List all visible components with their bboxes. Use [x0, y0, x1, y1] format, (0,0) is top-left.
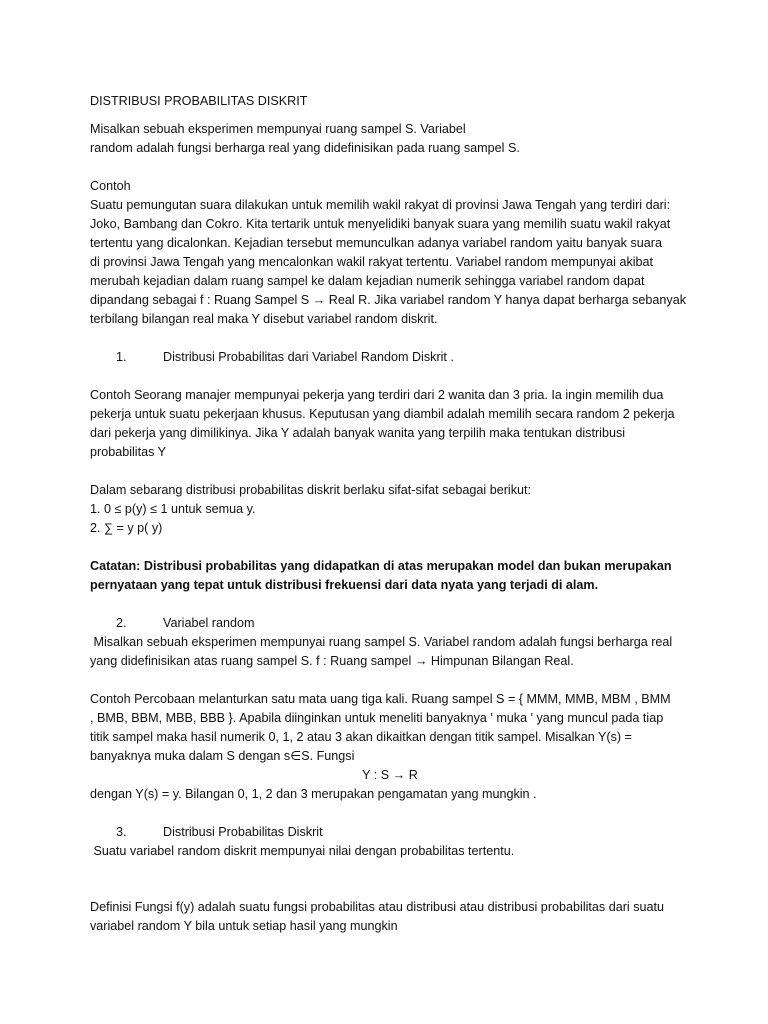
example3-line: , BMB, BBM, MBB, BBB }. Apabila diinginkan untuk meneliti banyaknya ' muka ' yang muncul pada tiap — [90, 711, 664, 725]
note-line-2: pernyataan yang tepat untuk distribusi frekuensi dari data nyata yang terjadi di alam. — [90, 578, 599, 592]
property-1: 1. 0 ≤ p(y) ≤ 1 untuk semua y. — [90, 502, 256, 516]
document-title: DISTRIBUSI PROBABILITAS DISKRIT — [90, 94, 308, 108]
section-1-number: 1. — [116, 350, 127, 364]
formula: Y : S → R — [362, 768, 418, 782]
example3-line: titik sampel maka hasil numerik 0, 1, 2 atau 3 akan dikaitkan dengan titik sampel. Misalkan Y(s) = — [90, 730, 632, 744]
example2-line: Contoh Seorang manajer mempunyai pekerja yang terdiri dari 2 wanita dan 3 pria. Ia ingin memilih dua — [90, 388, 664, 402]
example1-line: dipandang sebagai f : Ruang Sampel S → Real R. Jika variabel random Y hanya dapat berharga sebanyak — [90, 293, 687, 307]
example3-after: dengan Y(s) = y. Bilangan 0, 1, 2 dan 3 merupakan pengamatan yang mungkin . — [90, 787, 537, 801]
intro-line-1: Misalkan sebuah eksperimen mempunyai ruang sampel S. Variabel — [90, 122, 466, 136]
example-heading: Contoh — [90, 179, 131, 193]
section-3-number: 3. — [116, 825, 127, 839]
example1-line: merubah kejadian dalam ruang sampel ke dalam kejadian numerik sehingga variabel random dapat — [90, 274, 645, 288]
section-2-heading — [90, 614, 690, 633]
definition-line-1: Definisi Fungsi f(y) adalah suatu fungsi probabilitas atau distribusi atau distribusi probabilitas dari suatu — [90, 900, 665, 914]
example3-line: Contoh Percobaan melanturkan satu mata uang tiga kali. Ruang sampel S = { MMM, MMB, MBM , BMM — [90, 692, 671, 706]
example1-line: tertentu yang dicalonkan. Kejadian tersebut memunculkan adanya variabel random yaitu banyak suara — [90, 236, 662, 250]
section-2-label: Variabel random — [163, 616, 255, 630]
section-3-heading — [90, 823, 690, 842]
property-2: 2. ∑ = y p( y) — [90, 521, 163, 535]
section-1-label: Distribusi Probabilitas dari Variabel Random Diskrit . — [163, 350, 454, 364]
section-1-heading — [90, 348, 690, 367]
intro-line-2: random adalah fungsi berharga real yang didefinisikan pada ruang sampel S. — [90, 141, 520, 155]
example2-line: probabilitas Y — [90, 445, 167, 459]
example1-line: Joko, Bambang dan Cokro. Kita tertarik untuk menyelidiki banyak suara yang memilih suatu wakil rakyat — [90, 217, 671, 231]
example3-line: banyaknya muka dalam S dengan s∈S. Fungsi — [90, 749, 355, 763]
example1-line: terbilang bilangan real maka Y disebut variabel random diskrit. — [90, 312, 438, 326]
section-2-number: 2. — [116, 616, 127, 630]
section-3-label: Distribusi Probabilitas Diskrit — [163, 825, 323, 839]
section2-line-1: Misalkan sebuah eksperimen mempunyai ruang sampel S. Variabel random adalah fungsi berharga real — [90, 635, 673, 649]
document-page — [90, 92, 690, 936]
properties-intro: Dalam sebarang distribusi probabilitas diskrit berlaku sifat-sifat sebagai berikut: — [90, 483, 531, 497]
example2-line: dari pekerja yang dimilikinya. Jika Y adalah banyak wanita yang terpilih maka tentukan distribusi — [90, 426, 626, 440]
note-line-1: Catatan: Distribusi probabilitas yang didapatkan di atas merupakan model dan bukan merupakan — [90, 559, 672, 573]
section2-line-2: yang didefinisikan atas ruang sampel S. f : Ruang sampel → Himpunan Bilangan Real. — [90, 654, 574, 668]
section3-line: Suatu variabel random diskrit mempunyai nilai dengan probabilitas tertentu. — [90, 844, 515, 858]
definition-line-2: variabel random Y bila untuk setiap hasil yang mungkin — [90, 919, 398, 933]
example2-line: pekerja untuk suatu pekerjaan khusus. Keputusan yang diambil adalah memilih secara random 2 pekerja — [90, 407, 675, 421]
example1-line: Suatu pemungutan suara dilakukan untuk memilih wakil rakyat di provinsi Jawa Tengah yang terdiri dari: — [90, 198, 671, 212]
example1-line: di provinsi Jawa Tengah yang mencalonkan wakil rakyat tertentu. Variabel random mempunyai akibat — [90, 255, 654, 269]
